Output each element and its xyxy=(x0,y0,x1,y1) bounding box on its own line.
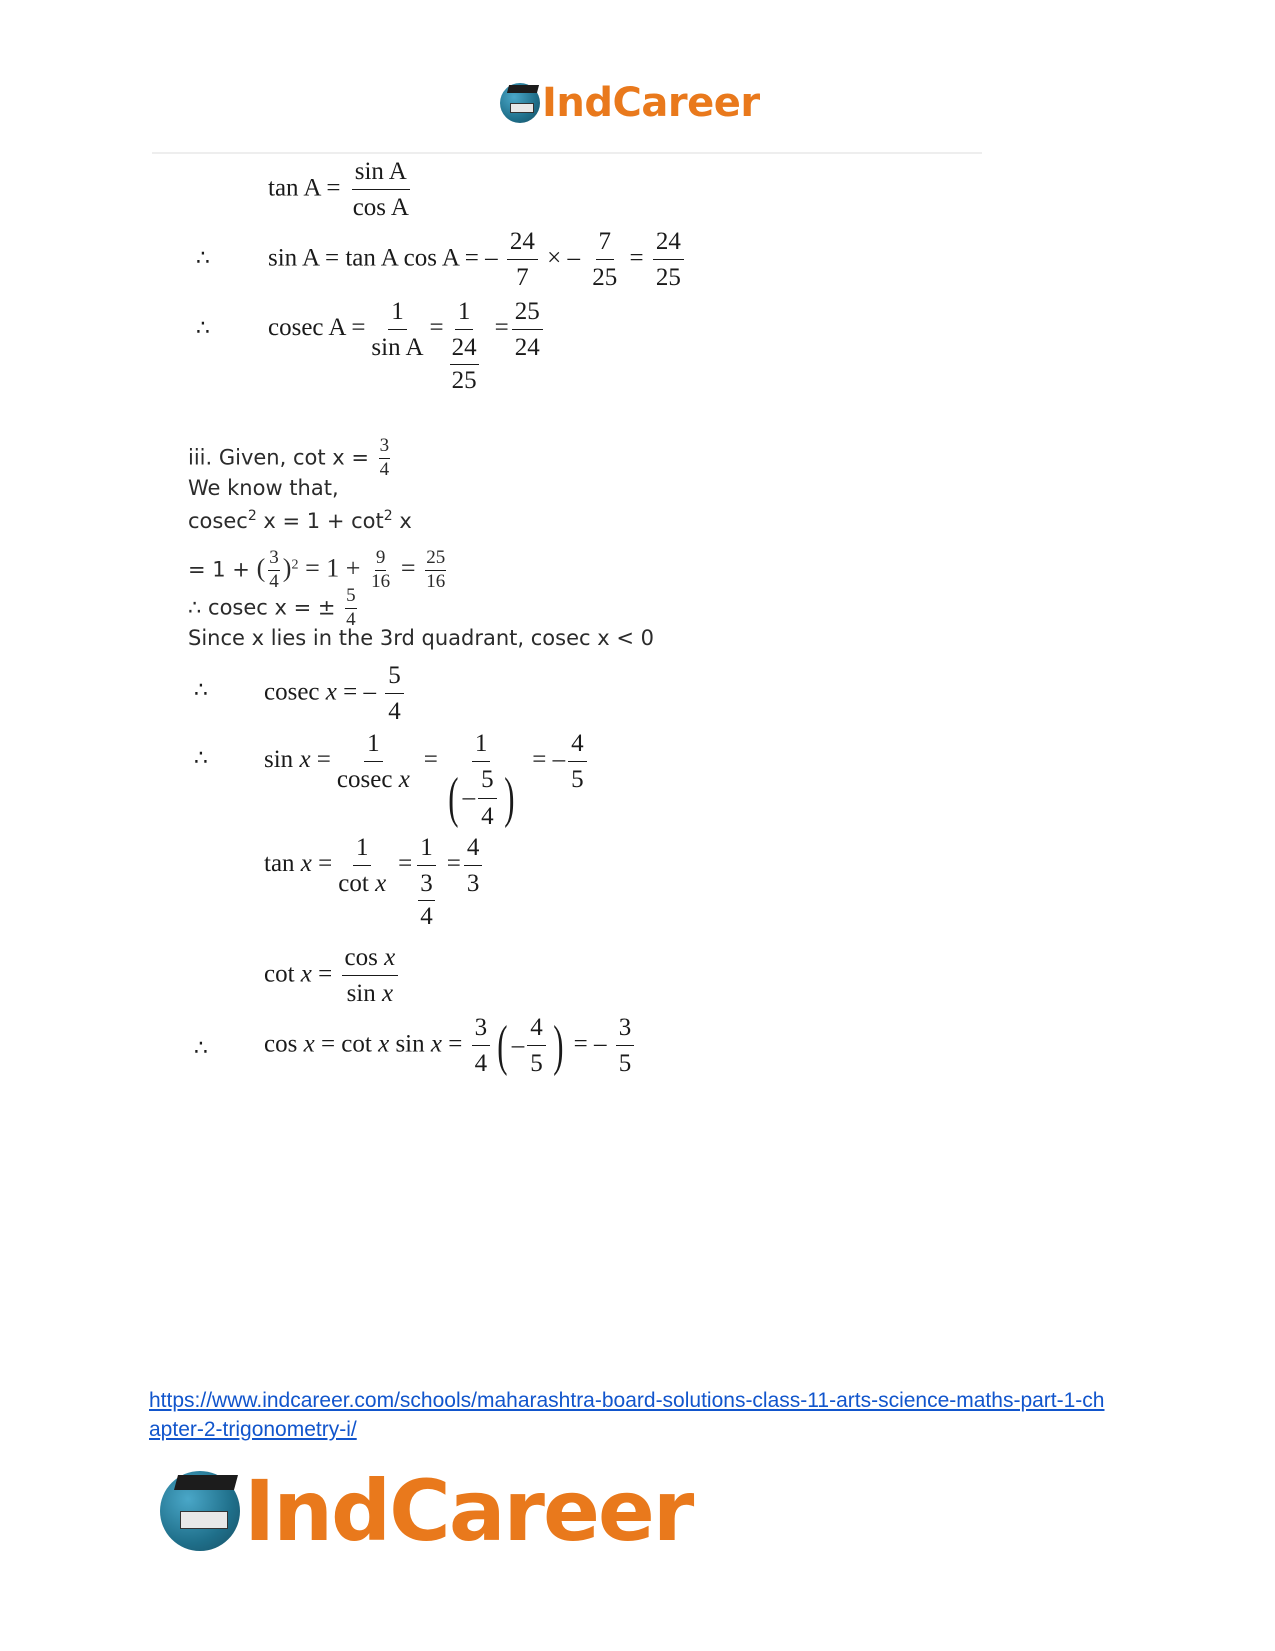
identity-line: cosec$^2$ $x = 1 + \cot^2 x$ xyxy=(188,508,412,533)
footer-logo xyxy=(160,1462,692,1560)
we-know-line: We know that, xyxy=(188,476,339,500)
plus-minus-line: ∴ cosec x = ± $\frac{5}{4}$ xyxy=(188,585,356,630)
therefore-symbol: ∴ xyxy=(196,316,210,341)
calc-line: = 1 + ( $\frac{3}{4}$ )$^2$ = 1 + $\frac{9}{16}$ = $\frac{25}{16}$ xyxy=(188,547,446,592)
eq-sin-x: sin x = $\frac{1}{\text{cosec x}}$ = 1 ( – $\frac{5}{4}$ ) = – $\frac{4}{5}$ xyxy=(264,728,590,832)
eq-tan-a: tan A = $\frac{\text{sin A}}{\text{cos A}}$ xyxy=(268,158,409,222)
therefore-symbol: ∴ xyxy=(196,246,210,271)
therefore-symbol: ∴ xyxy=(194,1036,208,1061)
graduation-globe-icon xyxy=(500,83,540,123)
therefore-symbol: ∴ xyxy=(194,678,208,703)
eq-cot-x: cot x = $\frac{\text{cos x}}{\text{sin x}}$ xyxy=(264,942,401,1010)
quadrant-line: Since x lies in the 3rd quadrant, cosec x < 0 xyxy=(188,626,654,650)
source-link[interactable]: https://www.indcareer.com/schools/maharashtra-board-solutions-class-11-arts-science-maths-part-1-chapter-2-trigonometry-i/ xyxy=(149,1389,1105,1441)
therefore-symbol: ∴ xyxy=(194,746,208,771)
header-logo xyxy=(500,78,760,128)
given-line: iii. Given, cot x = $\frac{3}{4}$ xyxy=(188,435,390,480)
eq-cos-x: cos x = cot x sin x = $\frac{3}{4}$ ( – $\frac{4}{5}$ ) = – $\frac{3}{5}$ xyxy=(264,1012,637,1080)
header-brand-name: IndCareer xyxy=(542,80,760,126)
eq-tan-x: tan x = $\frac{1}{\text{cot x}}$ = 1 3 4 = $\frac{4}{3}$ xyxy=(264,832,485,932)
eq-cosec-x: cosec x = – $\frac{5}{4}$ xyxy=(264,660,407,728)
graduation-globe-icon xyxy=(160,1471,240,1551)
header-divider xyxy=(152,152,982,154)
eq-cosec-a: cosec A = $\frac{1}{\text{sin A}}$ = 1 24 25 = $\frac{25}{24}$ xyxy=(268,296,546,396)
eq-sin-a: sin A = tan A cos A = – $\frac{24}{7}$ × – $\frac{7}{25}$ = $\frac{24}{25}$ xyxy=(268,226,687,294)
footer-brand-name: IndCareer xyxy=(244,1462,693,1560)
